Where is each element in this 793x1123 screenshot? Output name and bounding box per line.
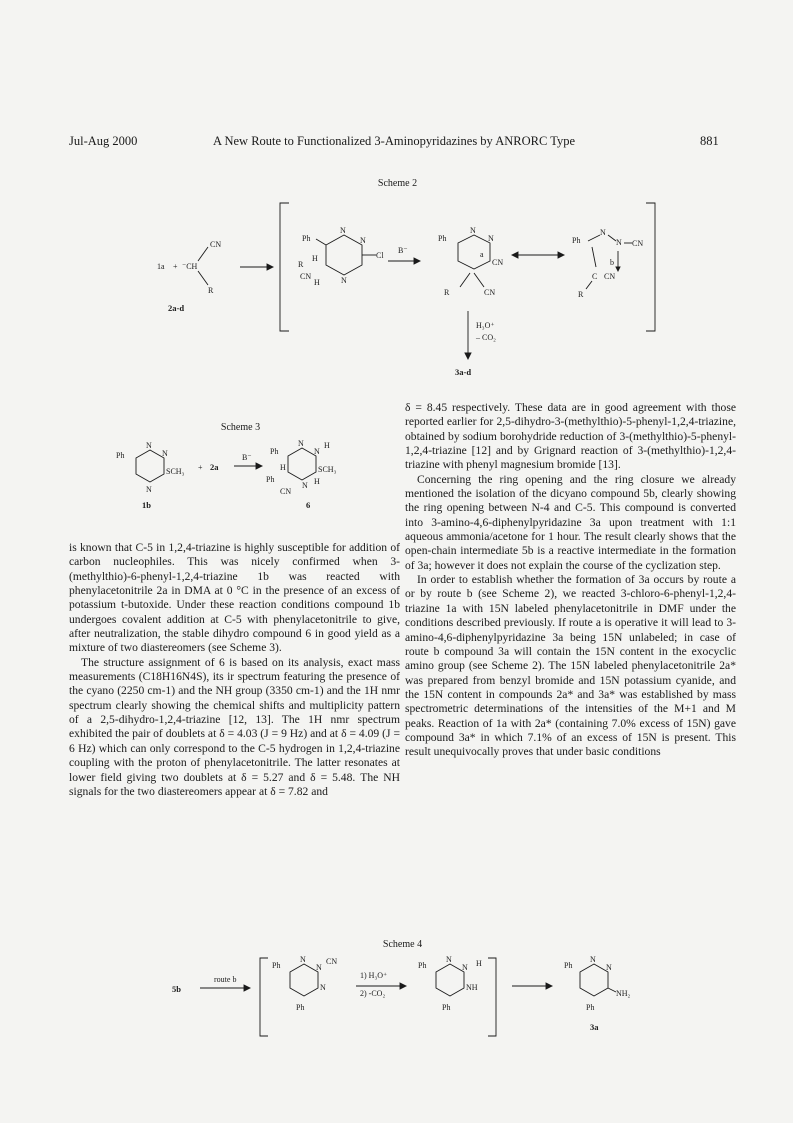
svg-text:CN: CN — [326, 957, 338, 966]
scheme2-route-a: a — [480, 250, 484, 259]
svg-text:N: N — [340, 226, 346, 235]
svg-text:B⁻: B⁻ — [242, 453, 252, 462]
right-paragraph-3: In order to establish whether the formation of 3a occurs by route a or by route b (see Scheme 2), we reacted 3-chloro-6-phenyl-1,2,4-triazine 1a with 15N labeled phenylacetonitrile in DMF under the conditions described previously. If route a is operative it will lead to 3-amino-4,6-diphenylpyridazine 3a being 15N unlabeled; in case of route b compound 3a will contain the 15N content in the exocyclic amino group (see Scheme 2). The 15N labeled phenylacetonitrile 2a* was prepared from benzyl bromide and 15N potassium cyanide, and the 15N content in compounds 2a* and 3a* was established by mass spectrometric determinations of the intensities of the M+1 and M peaks. Reaction of 1a with 2a* (containing 7.0% excess of 15N) gave compound 3a* in which 7.1% of an excess of 15N is present. This result unequivocally proves that under basic conditions — [405, 573, 736, 759]
scheme2-title: Scheme 2 — [377, 178, 418, 189]
scheme2-r: R — [208, 286, 214, 295]
scheme3-reagent: 2a — [210, 462, 219, 472]
svg-text:N: N — [316, 963, 322, 972]
scheme4-title: Scheme 4 — [382, 939, 423, 950]
scheme3-title: Scheme 3 — [220, 422, 261, 433]
right-paragraph-1: δ = 8.45 respectively. These data are in good agreement with those reported earlier for 2,5-dihydro-3-(methylthio)-5-phenyl-1,2,4-triazine, obtained by sodium borohydride reduction of 3-(methylthio)-5-phenyl-1,2,4-triazine [12] and by Grignard reaction of 3-(methylthio)-1,2,4-triazine with phenyl magnesium bromide [13]. — [405, 401, 736, 472]
scheme4-product: 3a — [590, 1022, 599, 1032]
svg-text:Ph: Ph — [272, 961, 281, 970]
svg-text:N: N — [616, 238, 622, 247]
svg-text:H: H — [324, 441, 330, 450]
svg-text:H₃O⁺: H₃O⁺ — [476, 321, 495, 330]
scheme4-step2: 2) -CO₂ — [360, 989, 386, 998]
scheme3-reactant: 1b — [142, 500, 151, 510]
svg-text:+: + — [198, 463, 203, 472]
svg-text:Ph: Ph — [266, 475, 275, 484]
svg-text:H: H — [476, 959, 482, 968]
svg-text:Ph: Ph — [302, 234, 311, 243]
right-column — [405, 401, 736, 760]
svg-text:Ph: Ph — [296, 1003, 305, 1012]
svg-text:R: R — [444, 288, 450, 297]
svg-text:N: N — [162, 449, 168, 458]
svg-text:Ph: Ph — [438, 234, 447, 243]
svg-text:N: N — [298, 439, 304, 448]
scheme2-cn-top: CN — [210, 240, 222, 249]
svg-text:route b: route b — [214, 975, 237, 984]
svg-text:R: R — [298, 260, 304, 269]
scheme2-product: 3a-d — [455, 367, 472, 377]
svg-text:NH₂: NH₂ — [616, 989, 631, 998]
svg-text:N: N — [320, 983, 326, 992]
scheme2-route-b: b — [610, 258, 614, 267]
svg-text:Ph: Ph — [418, 961, 427, 970]
running-header-title: A New Route to Functionalized 3-Aminopyridazines by ANRORC Type — [213, 134, 576, 148]
svg-text:Ph: Ph — [572, 236, 581, 245]
svg-text:N: N — [341, 276, 347, 285]
scheme3-product: 6 — [306, 500, 311, 510]
scheme2-figure — [140, 195, 670, 380]
svg-text:N: N — [600, 228, 606, 237]
svg-text:CN: CN — [280, 487, 292, 496]
svg-text:NH: NH — [466, 983, 478, 992]
svg-text:R: R — [578, 290, 584, 299]
svg-text:N: N — [446, 955, 452, 964]
svg-text:SCH₃: SCH₃ — [318, 465, 337, 474]
svg-text:N: N — [146, 485, 152, 494]
scheme2-compound-2a-d: 2a-d — [168, 303, 185, 313]
scheme4-figure — [160, 952, 640, 1052]
svg-text:H: H — [312, 254, 318, 263]
svg-text:N: N — [314, 447, 320, 456]
svg-text:N: N — [606, 963, 612, 972]
svg-text:CN: CN — [484, 288, 496, 297]
svg-text:H: H — [314, 477, 320, 486]
svg-text:CN: CN — [300, 272, 312, 281]
svg-text:N: N — [470, 226, 476, 235]
svg-text:CN: CN — [604, 272, 616, 281]
svg-text:Ph: Ph — [564, 961, 573, 970]
page-number: 881 — [700, 134, 719, 148]
running-header-date: Jul-Aug 2000 — [69, 134, 138, 148]
svg-text:Cl: Cl — [376, 251, 384, 260]
svg-text:Ph: Ph — [270, 447, 279, 456]
svg-text:N: N — [146, 441, 152, 450]
svg-text:Ph: Ph — [442, 1003, 451, 1012]
svg-text:Ph: Ph — [586, 1003, 595, 1012]
svg-text:H: H — [314, 278, 320, 287]
svg-text:CN: CN — [492, 258, 504, 267]
right-paragraph-2: Concerning the ring opening and the ring closure we already mentioned the isolation of the dicyano compound 5b, clearly showing the ring opening between N-4 and C-5. This compound is converted into 3-amino-4,6-diphenylpyridazine 3a upon treatment with 1:1 aqueous ammonia/acetone for 1 hour. The result clearly shows that the open-chain intermediate 5b is a reactive intermediate in the formation of 3a; however it does not explain the course of the cyclization step. — [405, 472, 736, 572]
svg-text:H: H — [280, 463, 286, 472]
svg-text:N: N — [300, 955, 306, 964]
svg-text:N: N — [360, 236, 366, 245]
svg-text:B⁻: B⁻ — [398, 246, 408, 255]
scheme4-start: 5b — [172, 984, 181, 994]
svg-text:N: N — [462, 963, 468, 972]
svg-text:– CO₂: – CO₂ — [476, 333, 496, 342]
scheme2-reactant: 1a — [157, 262, 165, 271]
svg-text:CN: CN — [632, 239, 644, 248]
svg-text:N: N — [488, 234, 494, 243]
svg-text:N: N — [590, 955, 596, 964]
svg-text:C: C — [592, 272, 598, 281]
left-paragraph-1: is known that C-5 in 1,2,4-triazine is highly susceptible for addition of carbon nucleophiles. This was nicely confirmed when 3-(methylthio)-6-phenyl-1,2,4-triazine 1b was reacted with phenylacetonitrile 2a in DMA at 0 °C in the presence of an excess of potassium t-butoxide. Under these reaction conditions compound 1b undergoes covalent addition at C-5 with phenylacetonitrile to give, after neutralization, the stable dihydro compound 6 in good yield as a mixture of two diastereomers (see Scheme 3). — [69, 541, 400, 655]
scheme4-step1: 1) H₃O⁺ — [360, 971, 388, 980]
scheme2-ch: ⁻CH — [182, 262, 198, 271]
left-paragraph-2: The structure assignment of 6 is based on its analysis, exact mass measurements (C18H16N4S), its ir spectrum featuring the presence of the cyano (2250 cm-1) and the NH group (3350 cm-1) and the 1H nmr spectrum clearly showing the chemical shifts and multiplicity pattern of a 2,5-dihydro-1,2,4-triazine [12, 13]. The 1H nmr spectrum exhibited the pair of doublets at δ = 4.03 (J = 9 Hz) and at δ = 4.09 (J = 6 Hz) which can only correspond to the C-5 hydrogen in 1,2,4-triazine coupling with the proton of phenylacetonitrile. The latter resonates at lower field giving two doublets at δ = 5.27 and δ = 5.48. The NH signals for the two diastereomers appear at δ = 7.82 and — [69, 655, 400, 798]
svg-text:N: N — [302, 481, 308, 490]
scheme3-figure — [80, 438, 380, 516]
scheme2-plus: + — [173, 262, 178, 271]
svg-text:Ph: Ph — [116, 451, 125, 460]
left-column — [69, 541, 400, 799]
svg-text:SCH₃: SCH₃ — [166, 467, 185, 476]
